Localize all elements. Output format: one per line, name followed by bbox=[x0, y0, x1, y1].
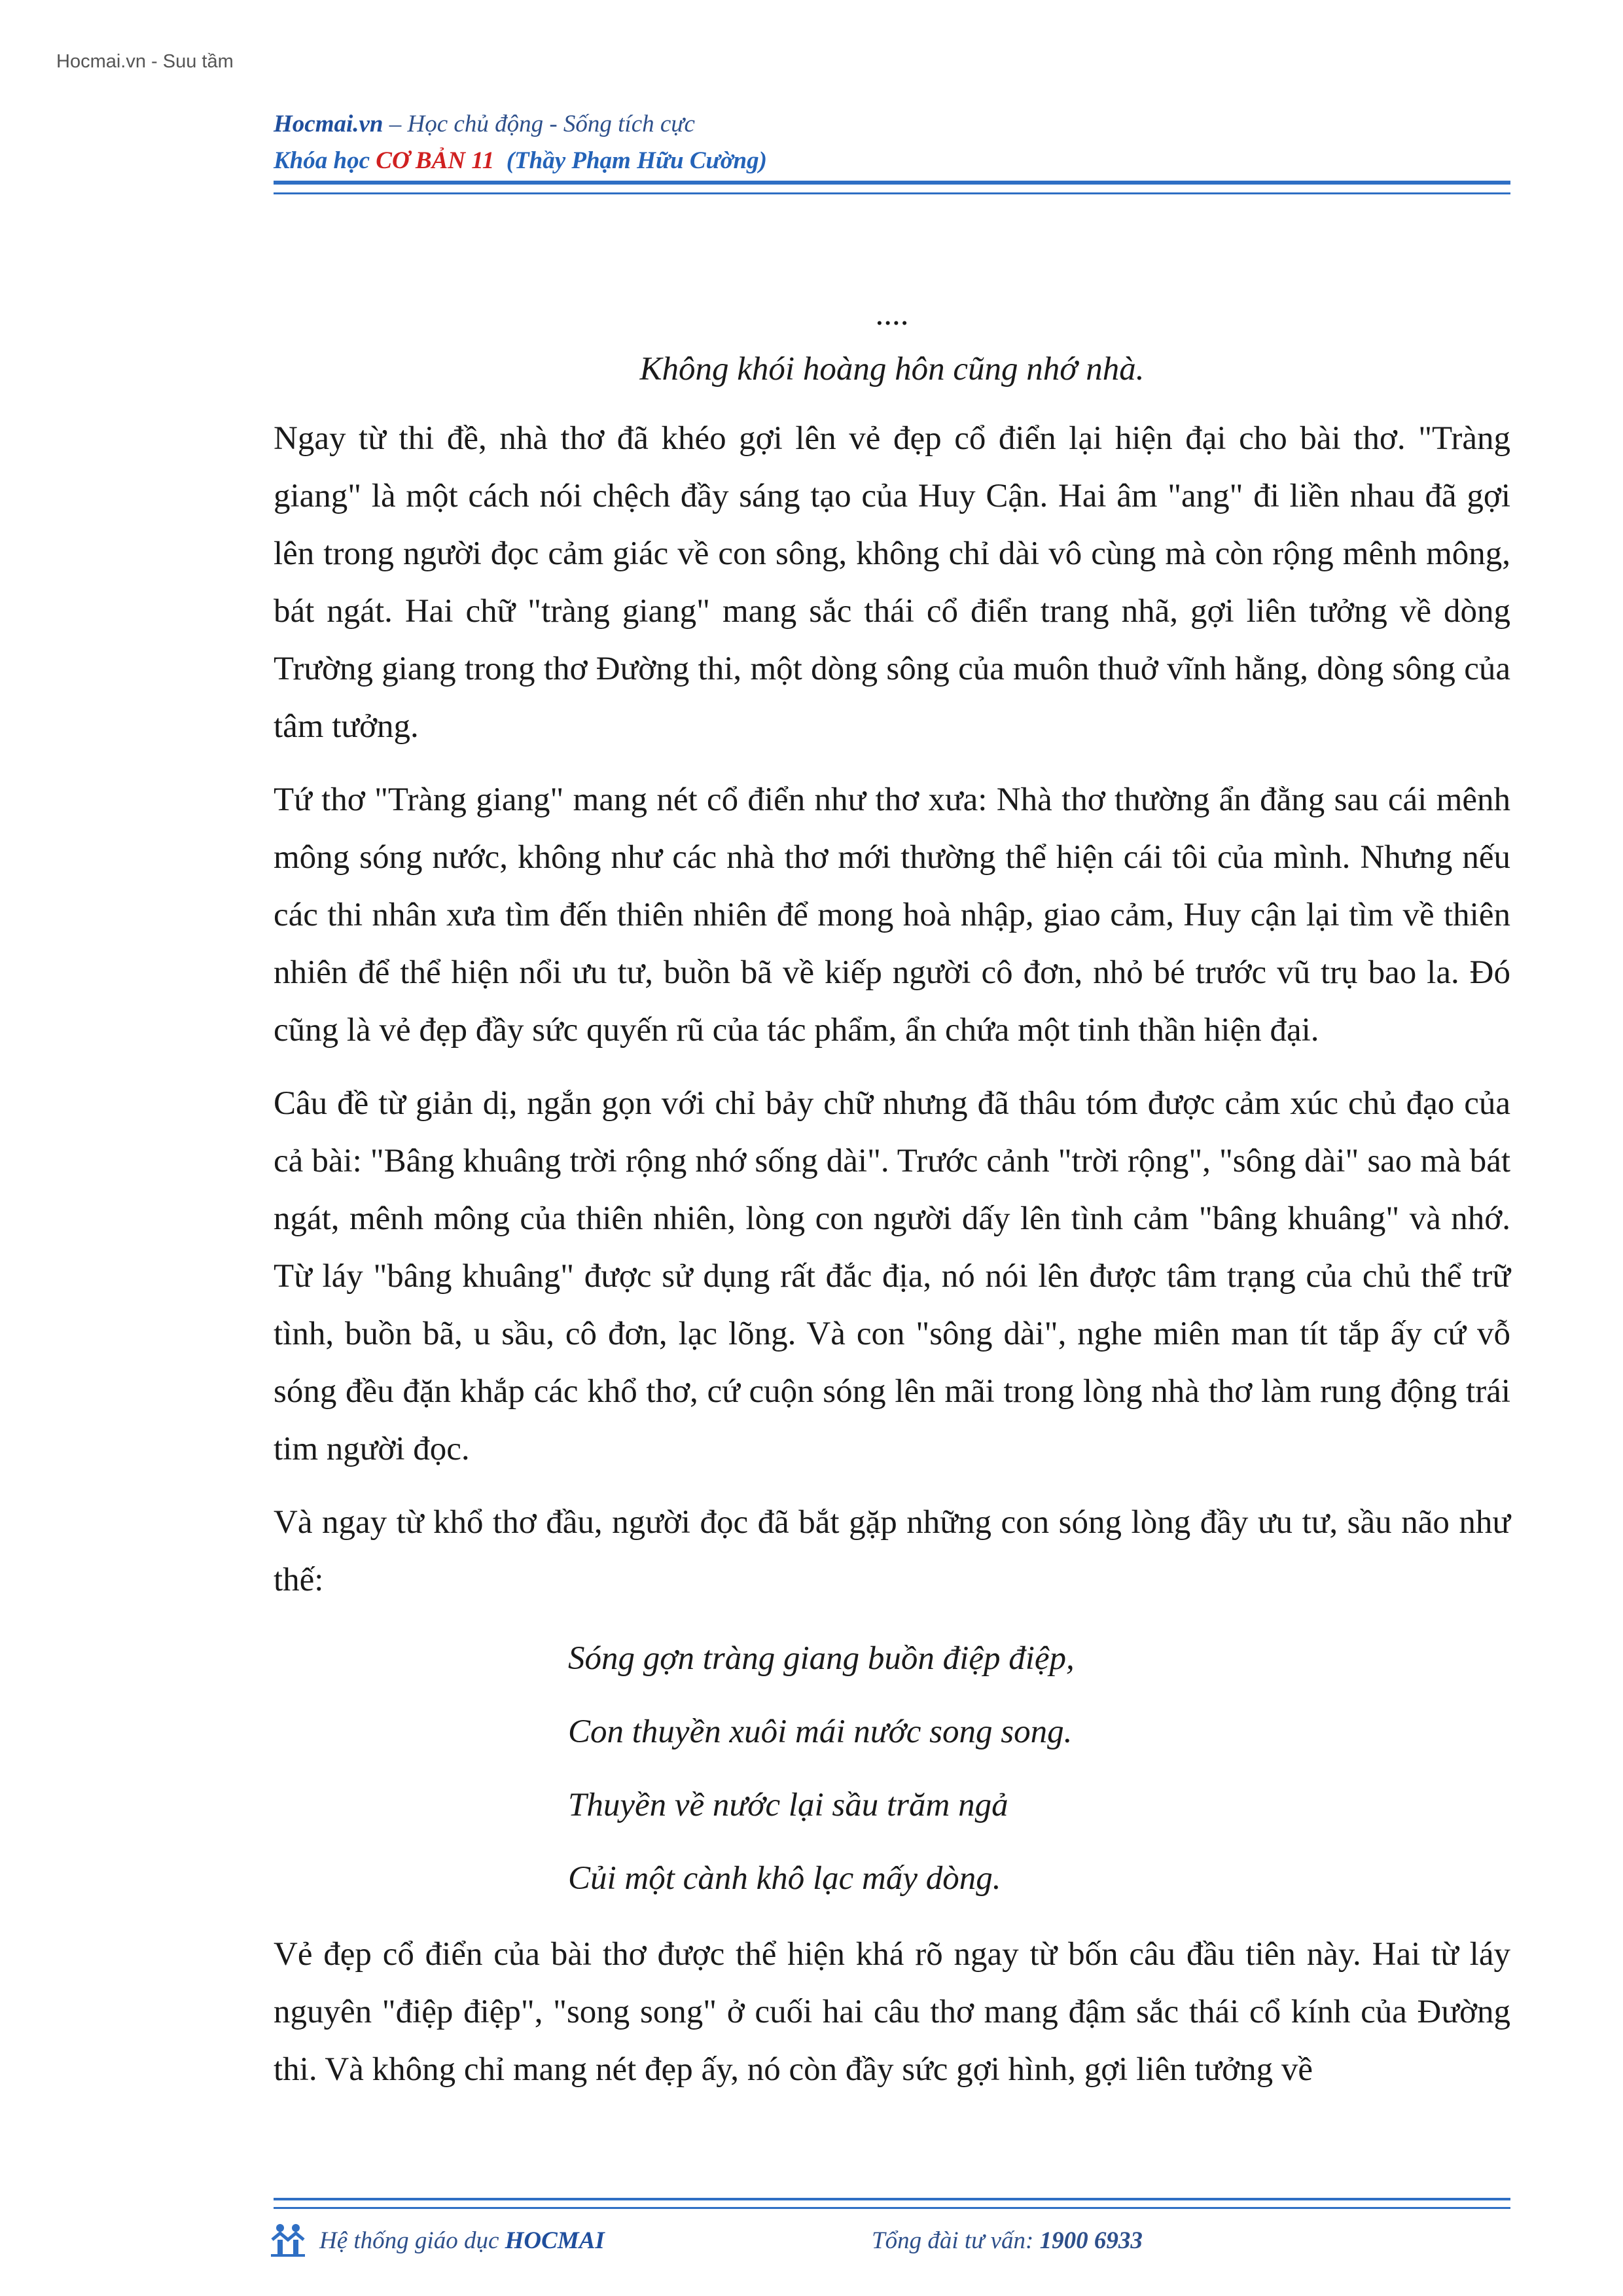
footer-hotline bbox=[872, 2227, 1143, 2255]
footer-hotline-label: Tổng đài tư vấn: bbox=[872, 2227, 1040, 2254]
page-footer bbox=[268, 2220, 1512, 2266]
ellipsis-line: .... bbox=[875, 296, 909, 332]
paragraph-5: Vẻ đẹp cổ điển của bài thơ được thể hiện khá rõ ngay từ bốn câu đầu tiên này. Hai từ láy nguyên "điệp điệp", "song song" ở cuối hai câu thơ mang đậm sắc thái cổ kính của Đường thi. Và không chỉ mang nét đẹp ấy, nó còn đầy sức gợi hình, gợi liên tưởng về bbox=[274, 1936, 1510, 2088]
watermark: Hocmai.vn - Suu tầm bbox=[56, 51, 234, 72]
footer-system-label: Hệ thống giáo dục bbox=[319, 2227, 505, 2254]
header-course-name: CƠ BẢN 11 bbox=[376, 147, 495, 174]
header-course-prefix: Khóa học bbox=[274, 147, 376, 174]
header-tagline: – Học chủ động - Sống tích cực bbox=[383, 111, 695, 137]
paragraph-1: Ngay từ thi đề, nhà thơ đã khéo gợi lên vẻ đẹp cổ điển lại hiện đại cho bài thơ. "Tràng giang" là một cách nói chệch đầy sáng tạo của Huy Cận. Hai âm "ang" đi liền nhau đã gợi lên trong người đọc cảm giác về con sông, không chỉ dài vô cùng mà còn rộng mênh mông, bát ngát. Hai chữ "tràng giang" mang sắc thái cổ điển trang nhã, gợi liên tưởng về dòng Trường giang trong thơ Đường thi, một dòng sông của muôn thuở vĩnh hằng, dòng sông của tâm tưởng. bbox=[274, 420, 1510, 745]
header-line-1 bbox=[274, 106, 1510, 143]
poem-verse: Con thuyền xuôi mái nước song song. bbox=[568, 1713, 1073, 1750]
footer-divider bbox=[274, 2198, 1510, 2209]
header-divider bbox=[274, 181, 1510, 194]
opening-verse: Không khói hoàng hôn cũng nhớ nhà. bbox=[639, 351, 1145, 387]
poem-verse: Củi một cành khô lạc mấy dòng. bbox=[568, 1860, 1001, 1897]
poem-verse: Sóng gợn tràng giang buồn điệp điệp, bbox=[568, 1640, 1075, 1677]
paragraph-4: Và ngay từ khổ thơ đầu, người đọc đã bắt gặp những con sóng lòng đầy ưu tư, sầu não như thế: bbox=[274, 1504, 1510, 1598]
paragraph-3: Câu đề từ giản dị, ngắn gọn với chỉ bảy chữ nhưng đã thâu tóm được cảm xúc chủ đạo của cả bài: "Bâng khuâng trời rộng nhớ sống dài". Trước cảnh "trời rộng", "sông dài" sao mà bát ngát, mênh mông của thiên nhiên, lòng con người dấy lên tình cảm "bâng khuâng" và nhớ. Từ láy "bâng khuâng" được sử dụng rất đắc địa, nó nói lên được tâm trạng của chủ thể trữ tình, buồn bã, u sầu, cô đơn, lạc lõng. Và con "sông dài", nghe miên man tít tắp ấy cứ vỗ sóng đều đặn khắp các khổ thơ, cứ cuộn sóng lên mãi trong lòng nhà thơ làm rung động trái tim người đọc. bbox=[274, 1085, 1510, 1467]
header-teacher: (Thầy Phạm Hữu Cường) bbox=[494, 147, 767, 174]
poem-verse: Thuyền về nước lại sầu trăm ngả bbox=[568, 1787, 1008, 1823]
hocmai-logo-icon bbox=[268, 2220, 308, 2259]
page-header bbox=[274, 106, 1510, 179]
footer-system bbox=[319, 2227, 605, 2255]
paragraph-2: Tứ thơ "Tràng giang" mang nét cổ điển như thơ xưa: Nhà thơ thường ẩn đằng sau cái mênh mông sóng nước, không như các nhà thơ mới thường thể hiện cái tôi của mình. Nhưng nếu các thi nhân xưa tìm đến thiên nhiên để mong hoà nhập, giao cảm, Huy cận lại tìm về thiên nhiên để thể hiện nổi ưu tư, buồn bã về kiếp người cô đơn, nhỏ bé trước vũ trụ bao la. Đó cũng là vẻ đẹp đầy sức quyến rũ của tác phẩm, ẩn chứa một tinh thần hiện đại. bbox=[274, 781, 1510, 1049]
footer-hotline-number: 1900 6933 bbox=[1039, 2227, 1143, 2254]
header-line-2 bbox=[274, 143, 1510, 179]
footer-system-name: HOCMAI bbox=[505, 2227, 605, 2254]
header-brand: Hocmai.vn bbox=[274, 111, 383, 137]
document-body bbox=[274, 288, 1510, 2114]
poem-stanza bbox=[274, 1622, 1510, 1915]
